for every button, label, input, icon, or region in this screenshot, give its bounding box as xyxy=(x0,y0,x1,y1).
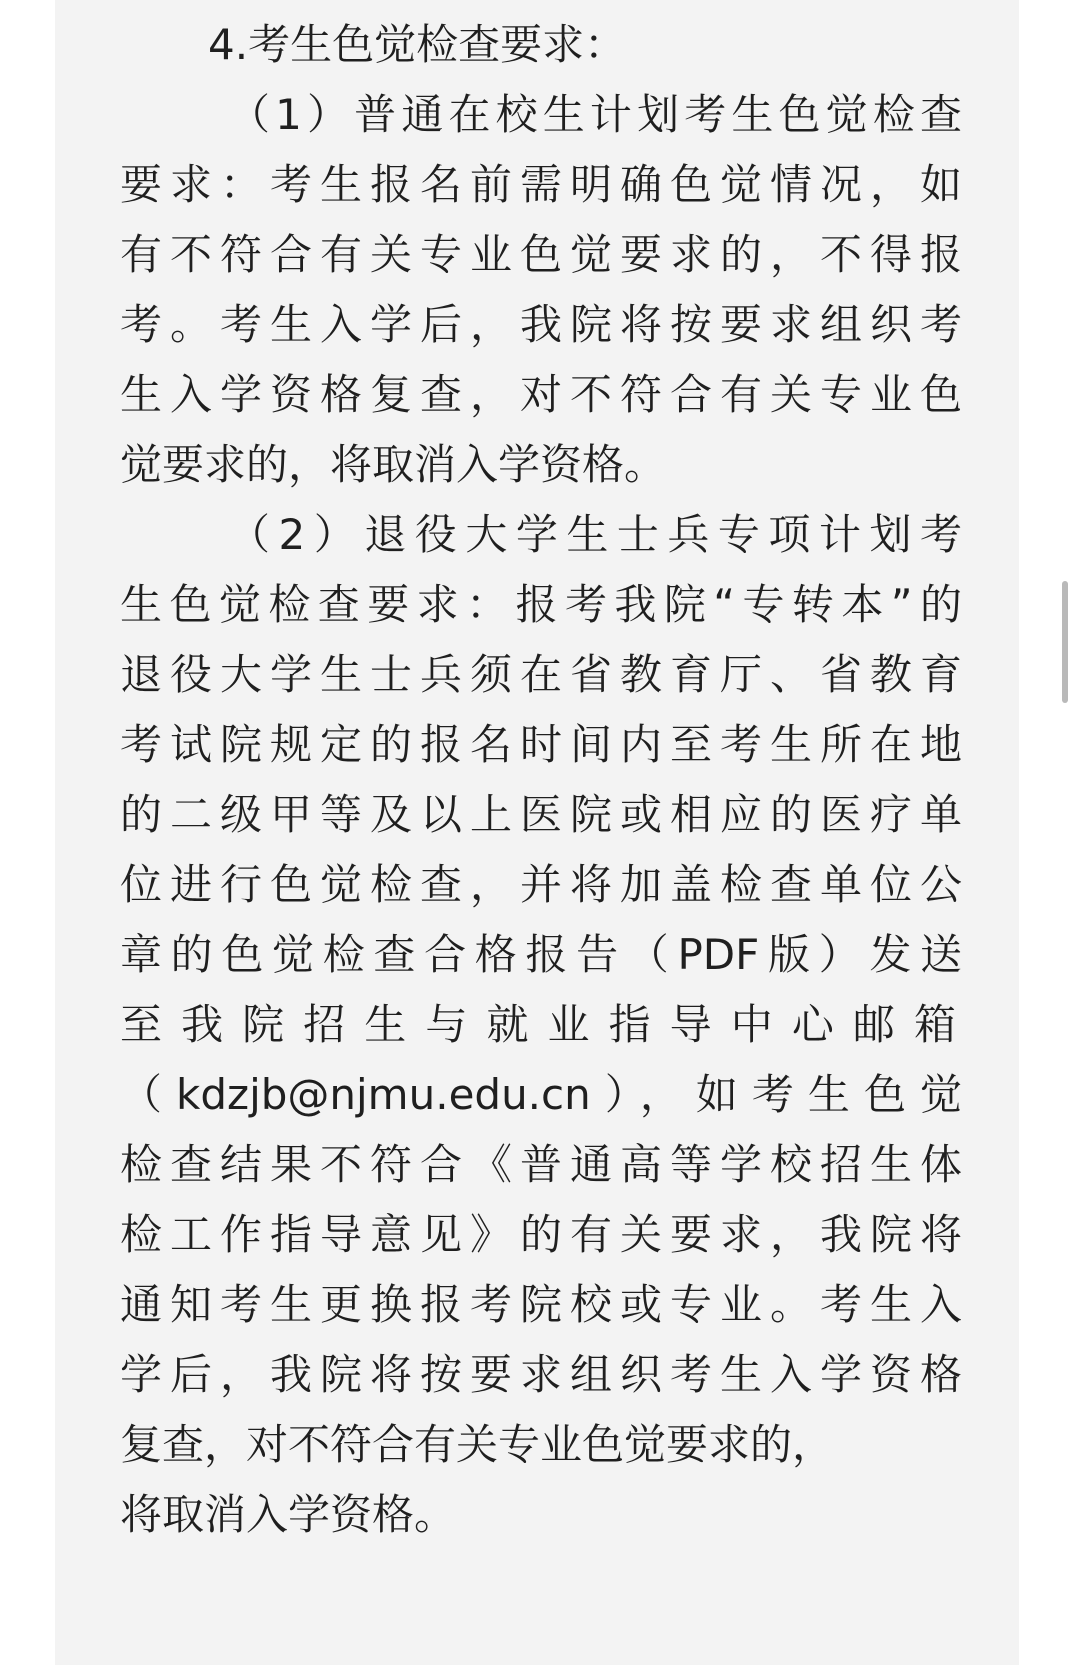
paragraph-line: 位进行色觉检查，并将加盖检查单位公 xyxy=(120,860,962,909)
paragraph-line: 检查结果不符合《普通高等学校招生体 xyxy=(120,1140,962,1189)
paragraph-line: 学后，我院将按要求组织考生入学资格 xyxy=(120,1350,962,1399)
paragraph-line: （2）退役大学生士兵专项计划考 xyxy=(228,510,962,559)
paragraph-line: 通知考生更换报考院校或专业。考生入 xyxy=(120,1280,962,1329)
paragraph-line: 有不符合有关专业色觉要求的，不得报 xyxy=(120,230,962,279)
paragraph-line: 的二级甲等及以上医院或相应的医疗单 xyxy=(120,790,962,839)
paragraph-line: 检工作指导意见》的有关要求，我院将 xyxy=(120,1210,962,1259)
paragraph-line: 生色觉检查要求：报考我院“专转本”的 xyxy=(120,580,962,629)
paragraph-line: （1）普通在校生计划考生色觉检查 xyxy=(228,90,962,139)
paragraph-line: 章的色觉检查合格报告（PDF版）发送 xyxy=(120,930,962,979)
paragraph-line: 考。考生入学后，我院将按要求组织考 xyxy=(120,300,962,349)
paragraph-line: 将取消入学资格。 xyxy=(120,1490,457,1539)
paragraph-line: 觉要求的，将取消入学资格。 xyxy=(120,440,667,489)
vertical-scrollbar[interactable] xyxy=(1062,581,1068,703)
paragraph-line: 退役大学生士兵须在省教育厅、省教育 xyxy=(120,650,962,699)
section-heading: 4.考生色觉检查要求： xyxy=(208,20,627,69)
paragraph-line: 至我院招生与就业指导中心邮箱 xyxy=(120,1000,962,1049)
paragraph-line: 要求：考生报名前需明确色觉情况，如 xyxy=(120,160,962,209)
paragraph-line: 考试院规定的报名时间内至考生所在地 xyxy=(120,720,962,769)
paragraph-line: （kdzjb@njmu.edu.cn），如考生色觉 xyxy=(120,1070,962,1119)
paragraph-line: 复查，对不符合有关专业色觉要求的， xyxy=(120,1420,835,1469)
paragraph-line: 生入学资格复查，对不符合有关专业色 xyxy=(120,370,962,419)
